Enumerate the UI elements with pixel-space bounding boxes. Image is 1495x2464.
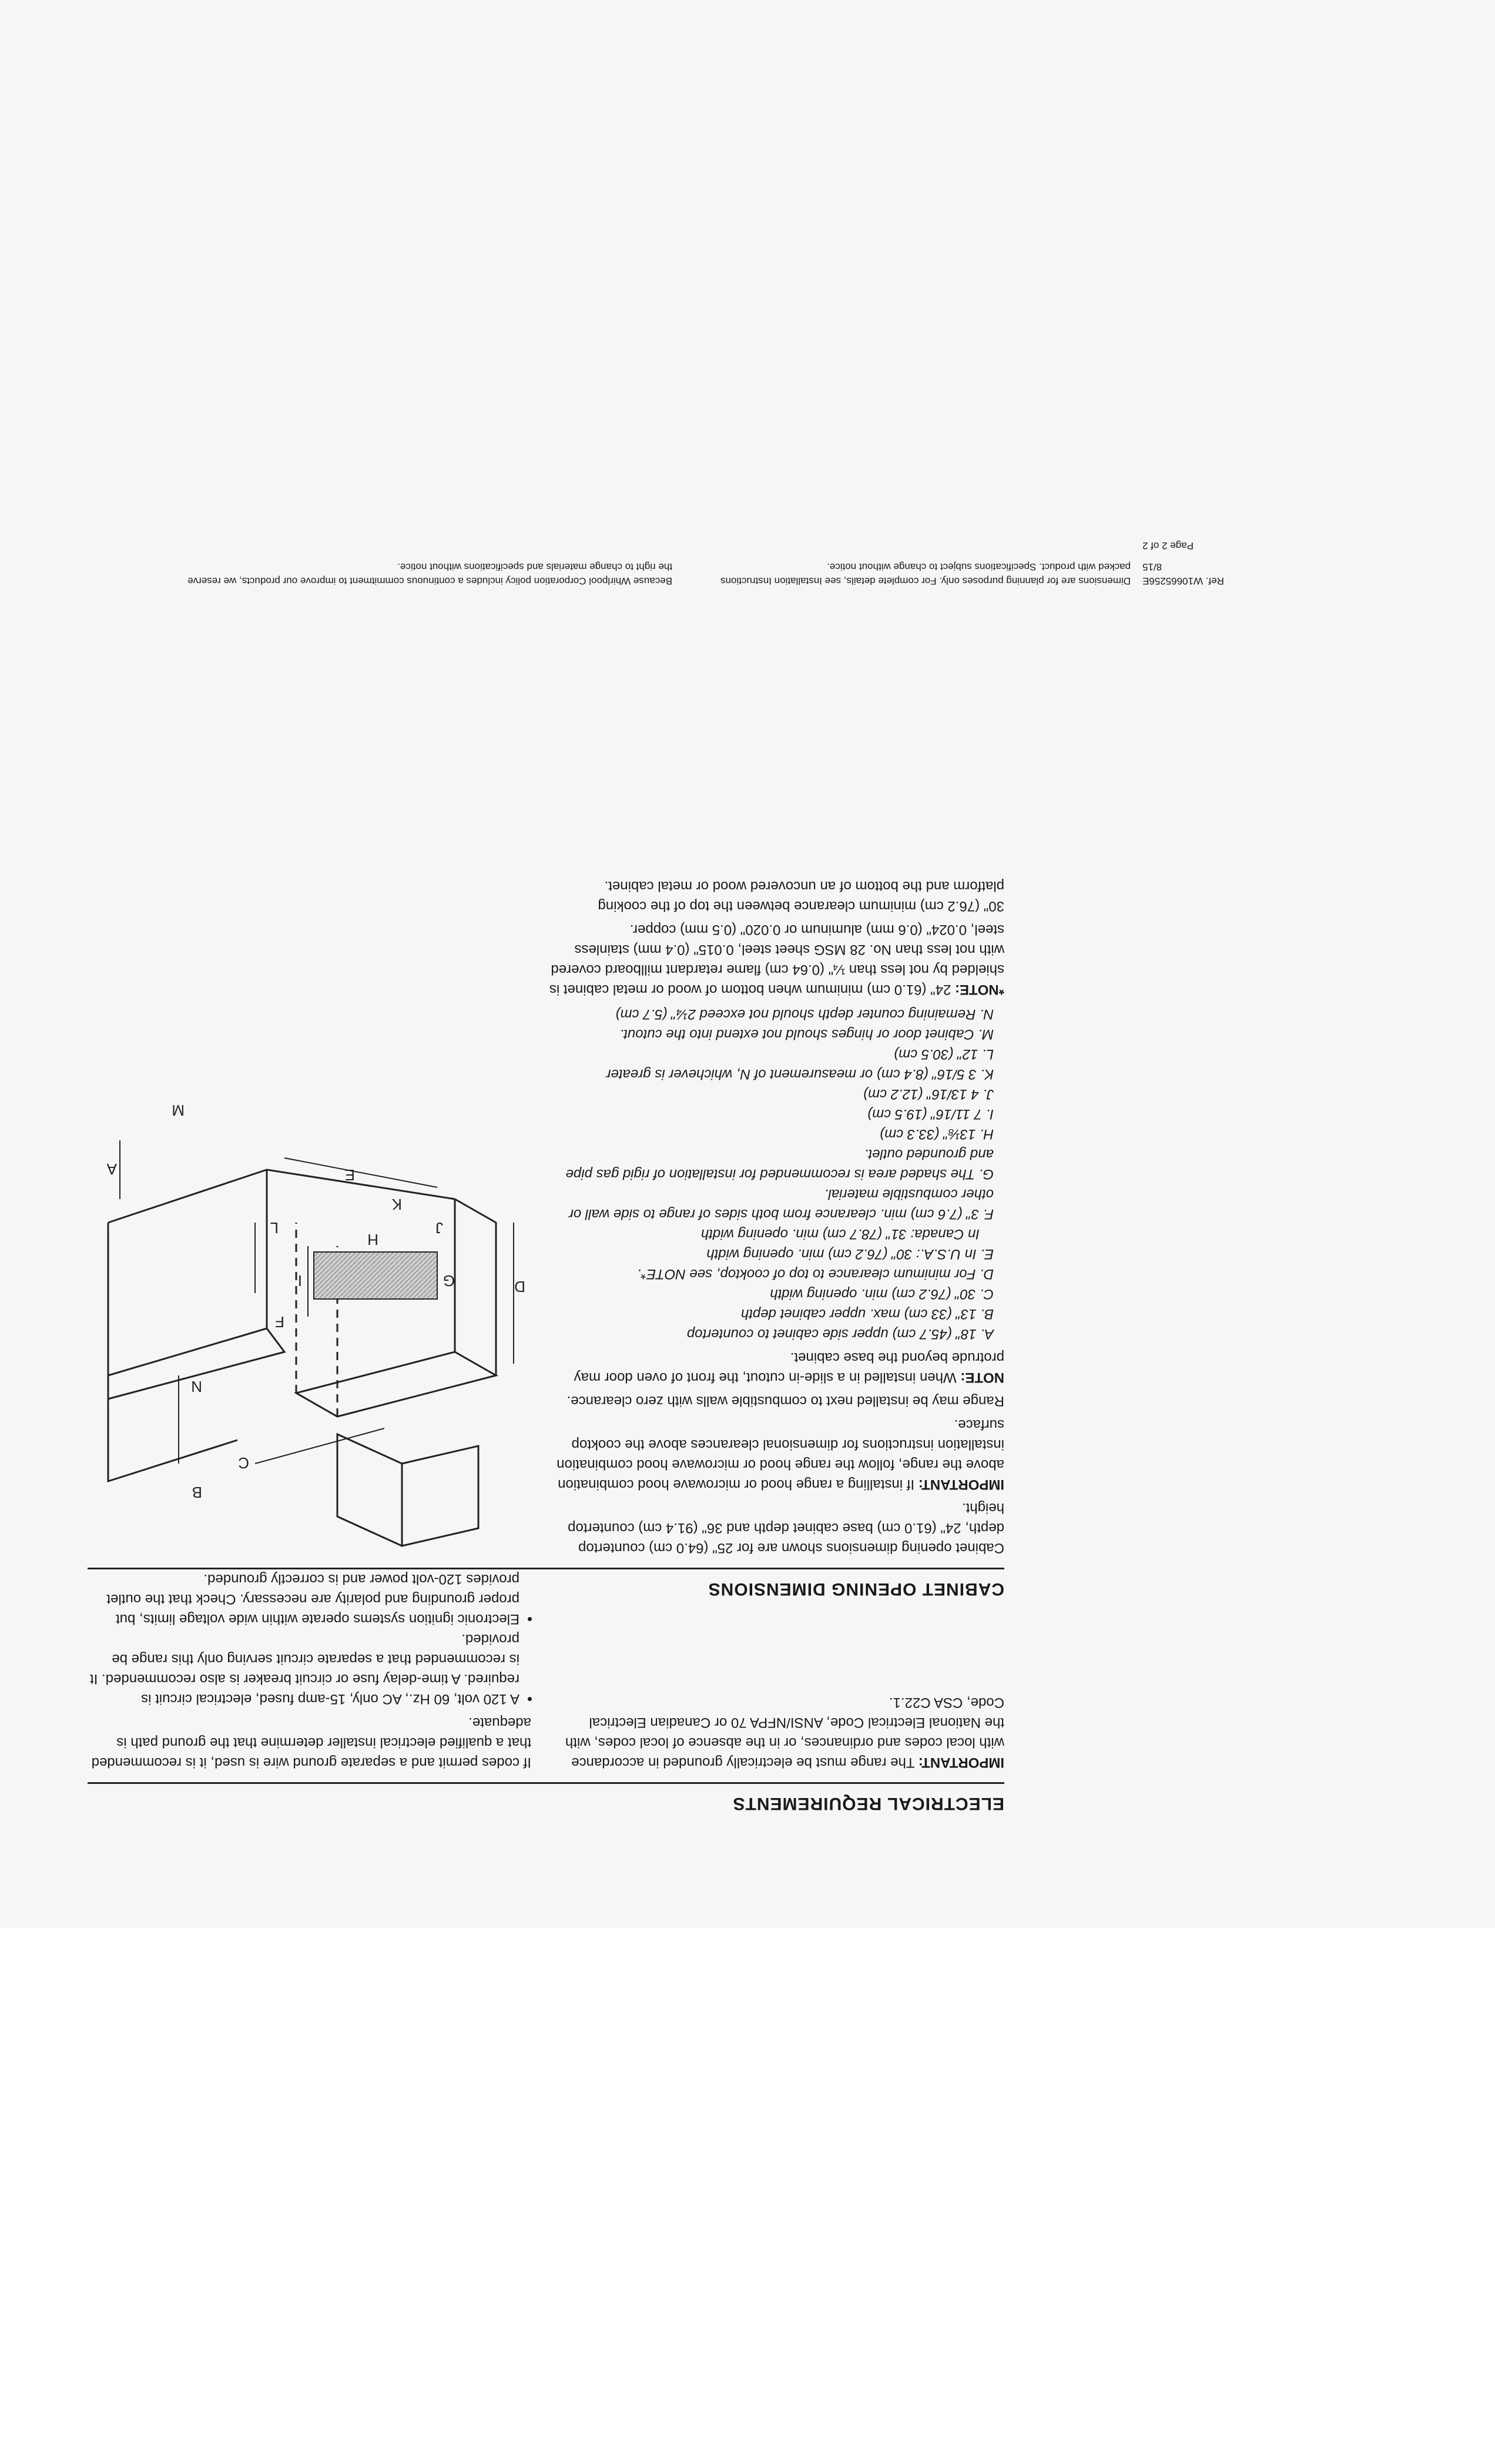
footer-ref-date: 8/15 bbox=[1142, 561, 1162, 573]
upper-left-cabinet bbox=[402, 1446, 478, 1546]
dimension-c: C. 30" (76.2 cm) min. opening width bbox=[770, 1286, 994, 1302]
diagram-label-b: B bbox=[192, 1484, 202, 1501]
dimension-n: N. Remaining counter depth should not exceed 2¼" (5.7 cm) bbox=[615, 1006, 994, 1022]
dimension-k: K. 3 5/16" (8.4 cm) or measurement of N, whichever is greater bbox=[606, 1066, 994, 1082]
dimension-f: F. 3" (7.6 cm) min. clearance from both sides of range to side wall or other combustible material. bbox=[568, 1186, 994, 1222]
base-cabinet-right bbox=[108, 1170, 267, 1375]
upper-left-cabinet-side bbox=[337, 1434, 402, 1546]
dimension-i: I. 7 11/16" (19.5 cm) bbox=[867, 1106, 994, 1122]
diagram-label-c: C bbox=[238, 1454, 249, 1472]
electrical-bullet: • Electronic ignition systems operate within wide voltage limits, but proper grounding and polarity are necessary. Check that the outlet provides 120-volt power and is correctly grounded. bbox=[85, 1569, 519, 1629]
diagram-label-m: M bbox=[172, 1102, 185, 1119]
upper-right-cabinet bbox=[108, 1393, 237, 1481]
cabinet-uncovered-note: 30" (76.2 cm) minimum clearance between the top of the cooking platform and the bottom of an uncovered wood or metal cabinet. bbox=[598, 878, 1004, 914]
electrical-important bbox=[558, 1692, 1004, 1772]
cabinet-opening-diagram bbox=[85, 946, 531, 1552]
dimension-d: D. For minimum clearance to top of cooktop, see NOTE*. bbox=[637, 1266, 994, 1282]
footer-policy: Because Whirlpool Corporation policy includes a continuous commitment to improve our products, we reserve the right to change materials and specifications without notice. bbox=[187, 561, 672, 587]
cabinet-important bbox=[546, 1414, 1004, 1494]
cabinet-note bbox=[546, 1347, 1004, 1387]
diagram-label-d: D bbox=[514, 1278, 525, 1295]
dimension-j: J. 4 13/16" (12.2 cm) bbox=[863, 1086, 994, 1102]
dimension-e-usa: E. In U.S.A.: 30" (76.2 cm) min. opening width bbox=[706, 1246, 994, 1262]
dimension-e-canada: In Canada: 31" (78.7 cm) min. opening width bbox=[700, 1226, 980, 1242]
dimension-g: G. The shaded area is recommended for installation of rigid gas pipe and grounded outlet. bbox=[565, 1146, 994, 1182]
cabinet-shield-note-text: 24" (61.0 cm) minimum when bottom of wood or metal cabinet is shielded by not less than ¼" (0.64 cm) flame retardant millboard covered with not less than No. 28 MSG sheet steel, 0.015" (0.4 mm) stainless steel, 0.024" (0.6 mm) aluminum or 0.020" (0.5 mm) copper. bbox=[549, 922, 1004, 997]
diagram-label-i: I bbox=[297, 1272, 302, 1290]
diagram-label-h: H bbox=[367, 1231, 378, 1248]
cabinet-note-text: When installed in a slide-in cutout, the front of oven door may protrude beyond the base cabinet. bbox=[574, 1350, 1004, 1385]
footer-ref bbox=[1142, 538, 1260, 588]
cabinet-shield-note bbox=[546, 919, 1004, 999]
cabinet-note-label: NOTE: bbox=[960, 1370, 1004, 1385]
diagram-label-j: J bbox=[435, 1219, 443, 1237]
dimension-l: L. 12" (30.5 cm) bbox=[894, 1046, 994, 1062]
electrical-col-right bbox=[85, 1569, 531, 1772]
dimension-m: M. Cabinet door or hinges should not extend into the cutout. bbox=[619, 1026, 994, 1042]
diagram-label-n: N bbox=[191, 1378, 202, 1395]
footer-page-number: Page 2 of 2 bbox=[1142, 540, 1194, 551]
cabinet-text-column bbox=[546, 872, 1004, 1558]
diagram-label-a: A bbox=[106, 1160, 117, 1178]
diagram-label-f: F bbox=[275, 1313, 284, 1331]
cabinet-intro: Cabinet opening dimensions shown are for 25" (64.0 cm) countertop depth, 24" (61.0 cm) base cabinet depth and 36" (91.4 cm) countertop height. bbox=[568, 1500, 1004, 1556]
cabinet-important-label: IMPORTANT: bbox=[918, 1477, 1004, 1492]
electrical-col-left bbox=[558, 1689, 1004, 1772]
cutout-floor bbox=[108, 1170, 455, 1223]
diagram-label-l: L bbox=[270, 1219, 279, 1237]
shaded-outlet-area bbox=[314, 1252, 437, 1299]
electrical-para2: If codes permit and a separate ground wire is used, it is recommended that a qualified electrical installer determine that the ground path is adequate. bbox=[91, 1715, 531, 1770]
footer-ref-number: Ref. W10665256E bbox=[1142, 575, 1224, 587]
cabinet-dimension-list bbox=[546, 1004, 1004, 1344]
cabinet-zero-clearance: Range may be installed next to combustible walls with zero clearance. bbox=[567, 1393, 1004, 1409]
electrical-heading-rule bbox=[88, 1782, 1004, 1784]
cabinet-important-text: If installing a range hood or microwave hood combination above the range, follow the range hood or microwave hood combination installation instructions for dimensional clearances above the cooktop surface. bbox=[557, 1417, 1004, 1492]
dimension-h: H. 13⅛" (33.3 cm) bbox=[880, 1126, 994, 1142]
dimension-b: B. 13" (33 cm) max. upper cabinet depth bbox=[740, 1306, 994, 1322]
dimension-a: A. 18" (45.7 cm) upper side cabinet to countertop bbox=[686, 1326, 994, 1342]
diagram-label-g: G bbox=[443, 1272, 455, 1290]
electrical-bullet: • A 120 volt, 60 Hz., AC only, 15-amp fused, electrical circuit is required. A time-delay fuse or circuit breaker is also recommended. It is recommended that a separate circuit serving only this range be provided. bbox=[85, 1629, 519, 1709]
electrical-heading: ELECTRICAL REQUIREMENTS bbox=[732, 1794, 1004, 1813]
diagram-label-e: E bbox=[344, 1166, 355, 1184]
cabinet-heading-rule bbox=[88, 1568, 1004, 1569]
cabinet-heading: CABINET OPENING DIMENSIONS bbox=[708, 1579, 1004, 1599]
cabinet-shield-note-label: *NOTE: bbox=[955, 982, 1004, 997]
footer-dimensions-note: Dimensions are for planning purposes only. For complete details, see Installation Instructions packed with product. Specifications subject to change without notice. bbox=[720, 561, 1131, 587]
base-cabinet-left bbox=[455, 1199, 496, 1375]
diagram-label-k: K bbox=[391, 1196, 402, 1213]
electrical-important-label: IMPORTANT: bbox=[918, 1755, 1004, 1770]
electrical-important-text: The range must be electrically grounded in accordance with local codes and ordinances, or in the absence of local codes, with the National Electrical Code, ANSI/NFPA 70 or Canadian Electrical Code, CSA C22.1. bbox=[565, 1695, 1004, 1770]
countertop-left bbox=[296, 1352, 496, 1417]
